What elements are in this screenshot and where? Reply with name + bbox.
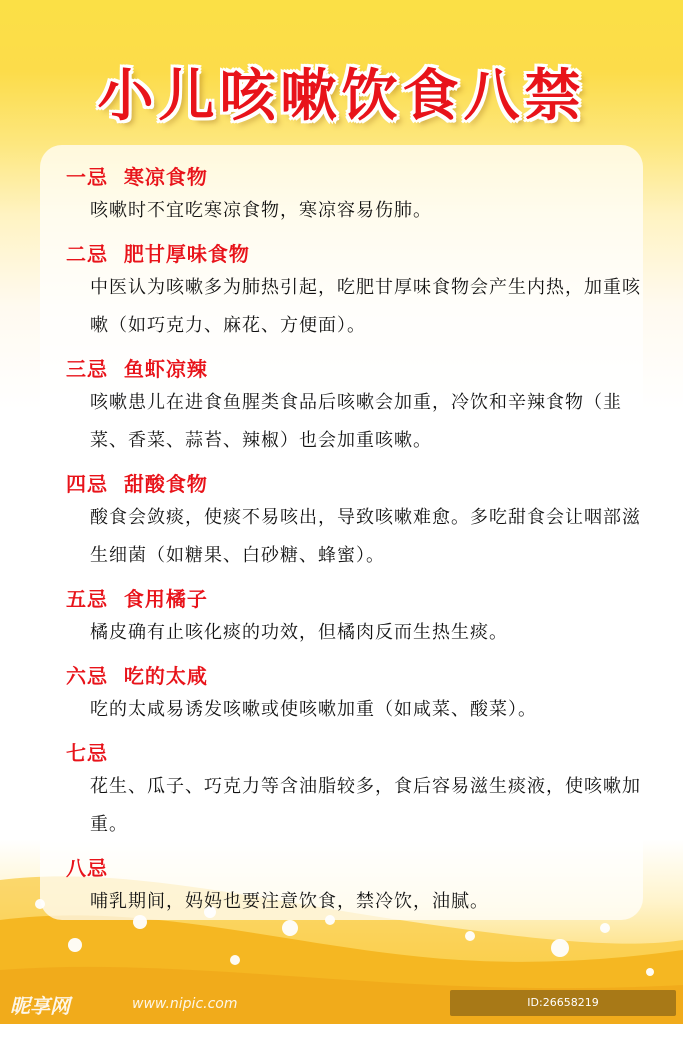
list-item (66, 853, 666, 921)
item-heading: 三忌 鱼虾凉辣 (66, 357, 208, 381)
content-list (66, 162, 666, 930)
watermark-logo: 昵享网 (10, 994, 70, 1018)
list-item (66, 162, 666, 230)
item-heading: 八忌 (66, 856, 108, 880)
item-text: 哺乳期间，妈妈也要注意饮食，禁冷饮，油腻。 (90, 891, 489, 912)
list-item (66, 469, 666, 575)
list-item (66, 584, 666, 652)
item-heading: 六忌 吃的太咸 (66, 664, 208, 688)
item-text: 咳嗽患儿在进食鱼腥类食品后咳嗽会加重，冷饮和辛辣食物（韭菜、香菜、蒜苔、辣椒）也会加重咳嗽。 (90, 392, 622, 451)
item-text: 酸食会敛痰，使痰不易咳出，导致咳嗽难愈。多吃甜食会让咽部滋生细菌（如糖果、白砂糖、蜂蜜）。 (90, 507, 641, 566)
item-heading: 五忌 食用橘子 (66, 587, 208, 611)
item-text: 花生、瓜子、巧克力等含油脂较多，食后容易滋生痰液，使咳嗽加重。 (90, 776, 641, 835)
item-text: 中医认为咳嗽多为肺热引起，吃肥甘厚味食物会产生内热，加重咳嗽（如巧克力、麻花、方便面）。 (90, 277, 641, 336)
list-item (66, 354, 666, 460)
item-heading: 七忌 (66, 741, 108, 765)
watermark-url: www.nipic.com (132, 996, 238, 1012)
page-title: 小儿咳嗽饮食八禁 (97, 64, 586, 129)
list-item (66, 738, 666, 844)
item-text: 咳嗽时不宜吃寒凉食物，寒凉容易伤肺。 (90, 200, 432, 221)
item-heading: 二忌 肥甘厚味食物 (66, 242, 250, 266)
list-item (66, 239, 666, 345)
item-text: 吃的太咸易诱发咳嗽或使咳嗽加重（如咸菜、酸菜）。 (90, 699, 537, 720)
item-text: 橘皮确有止咳化痰的功效，但橘肉反而生热生痰。 (90, 622, 508, 643)
item-heading: 四忌 甜酸食物 (66, 472, 208, 496)
image-id-label: ID:26658219 NO:20220930134034023129 (450, 990, 676, 1016)
list-item (66, 661, 666, 729)
item-heading: 一忌 寒凉食物 (66, 165, 208, 189)
